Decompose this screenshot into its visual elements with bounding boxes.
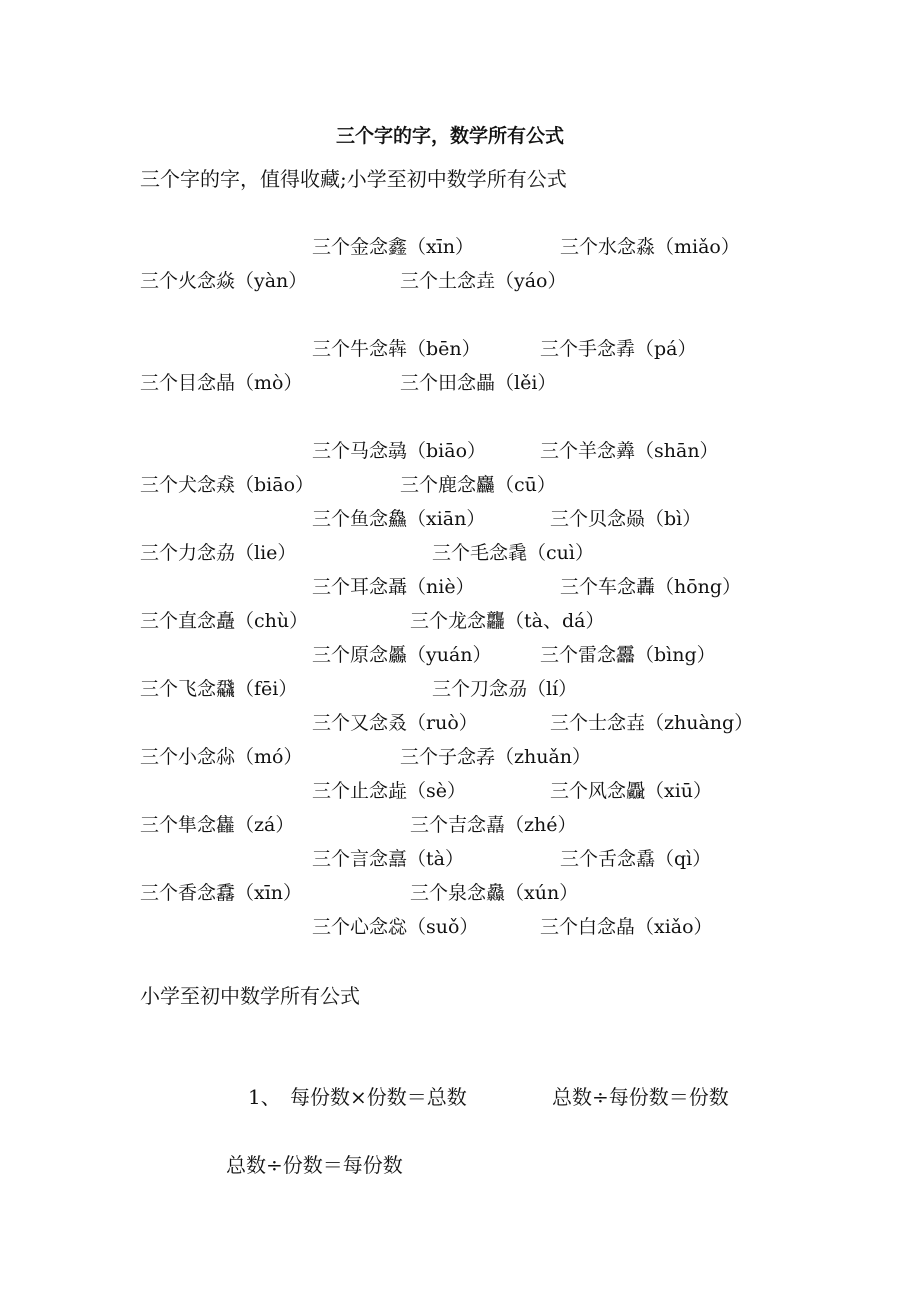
formula: 每份数×份数＝总数 — [290, 1085, 467, 1109]
entry: 三个力念劦（lie） — [140, 542, 297, 564]
math-heading: 小学至初中数学所有公式 — [140, 984, 360, 1008]
entry: 三个直念矗（chù） — [140, 610, 309, 632]
formula: 总数÷份数＝每份数 — [226, 1153, 403, 1177]
entry: 三个原念厵（yuán） — [312, 644, 492, 666]
entry: 三个飞念飝（fēi） — [140, 678, 298, 700]
entry: 三个风念飍（xiū） — [550, 780, 713, 802]
entry: 三个耳念聶（niè） — [312, 576, 475, 598]
entry: 三个鹿念麤（cū） — [400, 474, 556, 496]
entry: 三个牛念犇（bēn） — [312, 338, 481, 360]
entry: 三个泉念灥（xún） — [410, 882, 579, 904]
entry: 三个又念叒（ruò） — [312, 712, 478, 734]
entry: 三个火念焱（yàn） — [140, 270, 308, 292]
entry: 三个马念骉（biāo） — [312, 440, 487, 462]
entry: 三个心念惢（suǒ） — [312, 916, 479, 938]
entry: 三个田念畾（lěi） — [400, 372, 557, 394]
entry: 三个手念掱（pá） — [540, 338, 697, 360]
entry: 三个吉念嚞（zhé） — [410, 814, 577, 836]
entry: 三个目念晶（mò） — [140, 372, 303, 394]
entry: 三个刀念刕（lí） — [432, 678, 578, 700]
entry: 三个鱼念鱻（xiān） — [312, 508, 486, 530]
formula-number: 1、 — [248, 1085, 281, 1109]
formula: 总数÷每份数＝份数 — [552, 1085, 729, 1109]
entry: 三个犬念猋（biāo） — [140, 474, 315, 496]
entry: 三个言念譶（tà） — [312, 848, 464, 870]
entry: 三个土念垚（yáo） — [400, 270, 567, 292]
entry: 三个水念淼（miǎo） — [560, 236, 740, 258]
entry: 三个贝念赑（bì） — [550, 508, 702, 530]
entry: 三个小念尛（mó） — [140, 746, 303, 768]
entry: 三个香念馫（xīn） — [140, 882, 303, 904]
entry: 三个止念歮（sè） — [312, 780, 466, 802]
entry: 三个白念皛（xiǎo） — [540, 916, 713, 938]
entry: 三个龙念龘（tà、dá） — [410, 610, 605, 632]
entry: 三个隼念雥（zá） — [140, 814, 295, 836]
entry: 三个羊念羴（shān） — [540, 440, 719, 462]
entry: 三个车念轟（hōng） — [560, 576, 742, 598]
entry: 三个子念孨（zhuǎn） — [400, 746, 592, 768]
entry: 三个毛念毳（cuì） — [432, 542, 594, 564]
entry: 三个雷念靐（bìng） — [540, 644, 716, 666]
intro-line: 三个字的字，值得收藏;小学至初中数学所有公式 — [140, 167, 567, 191]
page-title: 三个字的字，数学所有公式 — [336, 125, 565, 147]
entry: 三个舌念舙（qì） — [560, 848, 712, 870]
entry: 三个士念壵（zhuàng） — [550, 712, 754, 734]
entry: 三个金念鑫（xīn） — [312, 236, 475, 258]
